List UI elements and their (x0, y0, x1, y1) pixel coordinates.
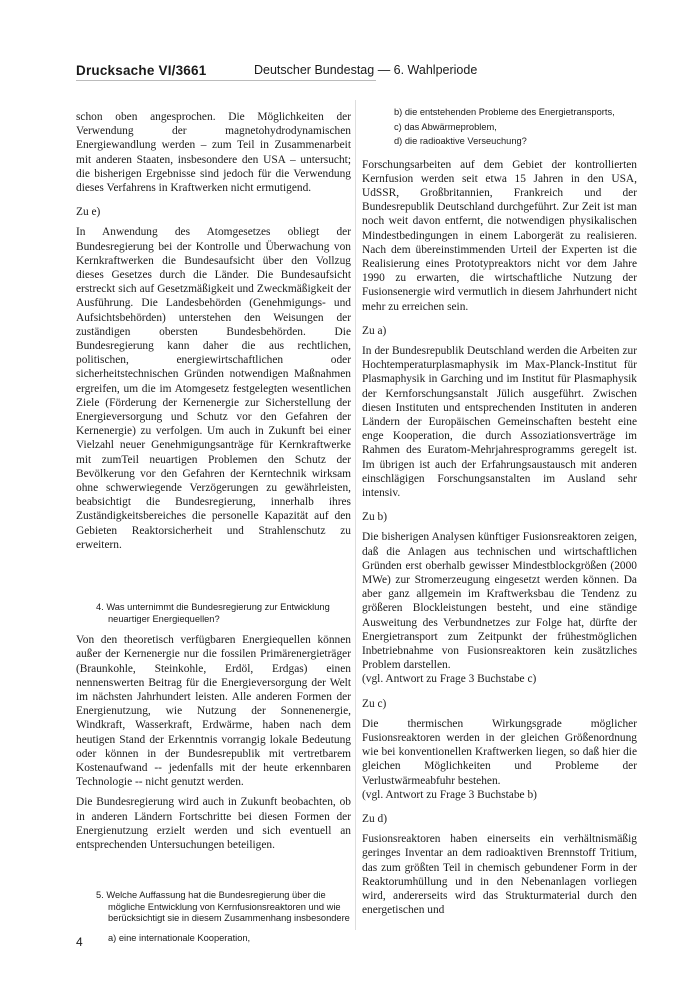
paragraph: Die bisherigen Analysen künftiger Fusionsreaktoren zeigen, daß die Anlagen aus technischen und wirtschaftlichen Gründen erst oberhalb gewisser Mindestblockgrößen (2000 MWe) zur Stromerzeugung eingesetzt werden können. Da aber ganz allgemein im Kraftwerksbau die Tendenz zu größeren Blockleistungen besteht, und eine ständige Ausweitung des Verbundnetzes zur Folge hat, dürfte der Energietransport zum Zeitpunkt der frühestmöglichen Inbetriebnahme von Fusionsreaktoren kein zusätzliches Problem darstellen. (362, 531, 637, 672)
answer-heading: Zu d) (362, 813, 387, 826)
question-subitem: a) eine internationale Kooperation, (108, 932, 251, 943)
paragraph: Forschungsarbeiten auf dem Gebiet der kontrollierten Kernfusion werden seit etwa 15 Jahren in den USA, UdSSR, Großbritannien, Frankreich und der Bundesrepublik Deutschland durchgeführt. Zur Zeit ist man noch weit davon entfernt, die notwendigen physikalischen Mindestbedingungen in einem Laborgerät zu realisieren. Nach dem übereinstimmenden Urteil der Experten ist die Realisierung eines Prototypreaktors nicht vor dem Jahre 1990 zu erwarten, die wirtschaftliche Nutzung der Fusionsenergie wird vermutlich in diesem Jahrhundert nicht mehr zu erreichen sein. (362, 158, 637, 313)
answer-heading: Zu c) (362, 697, 387, 710)
right-column (362, 107, 637, 923)
paragraph: schon oben angesprochen. Die Möglichkeiten der Verwendung der magnetohydrodynamischen Energiewandlung werden – zum Teil in Zusammenarbeit mit anderen Staaten, insbesondere den USA – untersucht; die bisherigen Ergebnisse sind jedoch für die Verwendung dieses Verfahrens in Kraftwerken nicht ermutigend. (76, 111, 351, 195)
question: 4. Was unternimmt die Bundesregierung zur Entwicklung neuartiger Energiequellen? (96, 602, 330, 624)
answer-heading: Zu a) (362, 324, 387, 337)
paragraph: In der Bundesrepublik Deutschland werden die Arbeiten zur Hochtemperaturplasmaphysik im Max-Planck-Institut für Plasmaphysik in Garching und im Institut für Plasmaphysik der Kernforschungsanstalt Jülich ausgeführt. Zwischen diesen Instituten und entsprechenden Instituten in anderen Ländern der Europäischen Gemeinschaften besteht eine enge Kooperation, die durch Assoziationsverträge im Rahmen des Euratom-Mehrjahresprogramms geregelt ist. Im übrigen ist auch der Erfahrungsaustausch mit anderen einschlägigen Forschungsanstalten im Ausland sehr intensiv. (362, 344, 637, 499)
answer-heading: Zu e) (76, 206, 101, 219)
paragraph: Von den theoretisch verfügbaren Energiequellen können außer der Kernenergie nur die fossilen Primärenergieträger (Braunkohle, Steinkohle, Erdöl, Erdgas) einen nennenswerten Beitrag für die Energieversorgung der Welt im nächsten Jahrhundert leisten. Alle anderen Formen der Energienutzung, wie Nutzung der Sonnenenergie, Windkraft, Wasserkraft, Erdwärme, haben nach dem heutigen Stand der Erkenntnis vorrangig lokale Bedeutung oder können in der Bundesrepublik mit vertretbarem Kostenaufwand -- jedenfalls mit der heute erkennbaren Technologie -- nicht genutzt werden. (76, 634, 351, 789)
column-divider (355, 100, 356, 930)
header-rule (76, 80, 376, 81)
question-subitem: c) das Abwärmeproblem, (394, 121, 497, 132)
page-number: 4 (76, 935, 83, 949)
page-header (76, 63, 636, 83)
question-subitem: d) die radioaktive Verseuchung? (394, 136, 527, 146)
cross-reference: (vgl. Antwort zu Frage 3 Buchstabe c) (362, 673, 537, 686)
paragraph: Die Bundesregierung wird auch in Zukunft beobachten, ob in anderen Ländern Fortschritte bei diesen Formen der Energienutzung erzielt werden und sich eventuell an entsprechenden Untersuchungen beteiligen. (76, 796, 351, 851)
answer-heading: Zu b) (362, 511, 387, 524)
question-subitems (362, 107, 637, 148)
paragraph: Fusionsreaktoren haben einerseits ein verhältnismäßig geringes Inventar an dem radioaktiven Brennstoff Tritium, das zum größten Teil in chemisch gebundener Form in der Reaktorumhüllung und in den Nebenanlagen vorliegen wird, andererseits wird das Strukturmaterial durch den energetischen und (362, 833, 637, 917)
left-column (76, 110, 351, 947)
cross-reference: (vgl. Antwort zu Frage 3 Buchstabe b) (362, 788, 537, 801)
publisher-title: Deutscher Bundestag — 6. Wahlperiode (254, 63, 478, 77)
question: 5. Welche Auffassung hat die Bundesregierung über die mögliche Entwicklung von Kernfusionsreaktoren und wie berücksichtigt sie in diesem Zusammenhang insbesondere (96, 890, 350, 924)
question-subitem: b) die entstehenden Probleme des Energietransports, (394, 107, 615, 117)
paragraph: Die thermischen Wirkungsgrade möglicher Fusionsreaktoren werden in der gleichen Größenordnung wie bei konventionellen Kraftwerken liegen, so daß hier die gleichen Möglichkeiten und Probleme der Verlustwärmeabfuhr bestehen. (362, 717, 637, 787)
document-number: Drucksache VI/3661 (76, 63, 207, 78)
paragraph: In Anwendung des Atomgesetzes obliegt der Bundesregierung bei der Kontrolle und Überwachung von Kernkraftwerken die Bundesaufsicht über den Vollzug dieses Gesetzes durch die Länder. Die Bundesaufsicht erstreckt sich auf Gesetzmäßigkeit und Zweckmäßigkeit der Ausführung. Die Landesbehörden (Genehmigungs- und Aufsichtsbehörden) unterstehen den Weisungen der zuständigen obersten Bundesbehörden. Die Bundesregierung kann daher die aus rechtlichen, politischen, energiewirtschaftlichen oder sicherheitstechnischen Gründen notwendigen Maßnahmen ergreifen, um die im Atomgesetz festgelegten wesentlichen Ziele (Förderung der Kernenergie zur Sicherstellung der Energieversorgung und Schutz vor den Gefahren der Kernenergie) zu verfolgen. Um auch in Zukunft bei einer Vielzahl neuer Genehmigungsanträge für Kernkraftwerke mit zumTeil neuartigen Problemen den Schutz der Bevölkerung vor den Gefahren der Kerntechnik wirksam ohne schwerwiegende Verzögerungen zu gewährleisten, beabsichtigt die Bundesregierung, innerhalb ihres Zuständigkeitsbereiches die personelle Kapazität auf den Gebieten Reaktorsicherheit und Strahlenschutz zu erweitern. (76, 226, 351, 551)
